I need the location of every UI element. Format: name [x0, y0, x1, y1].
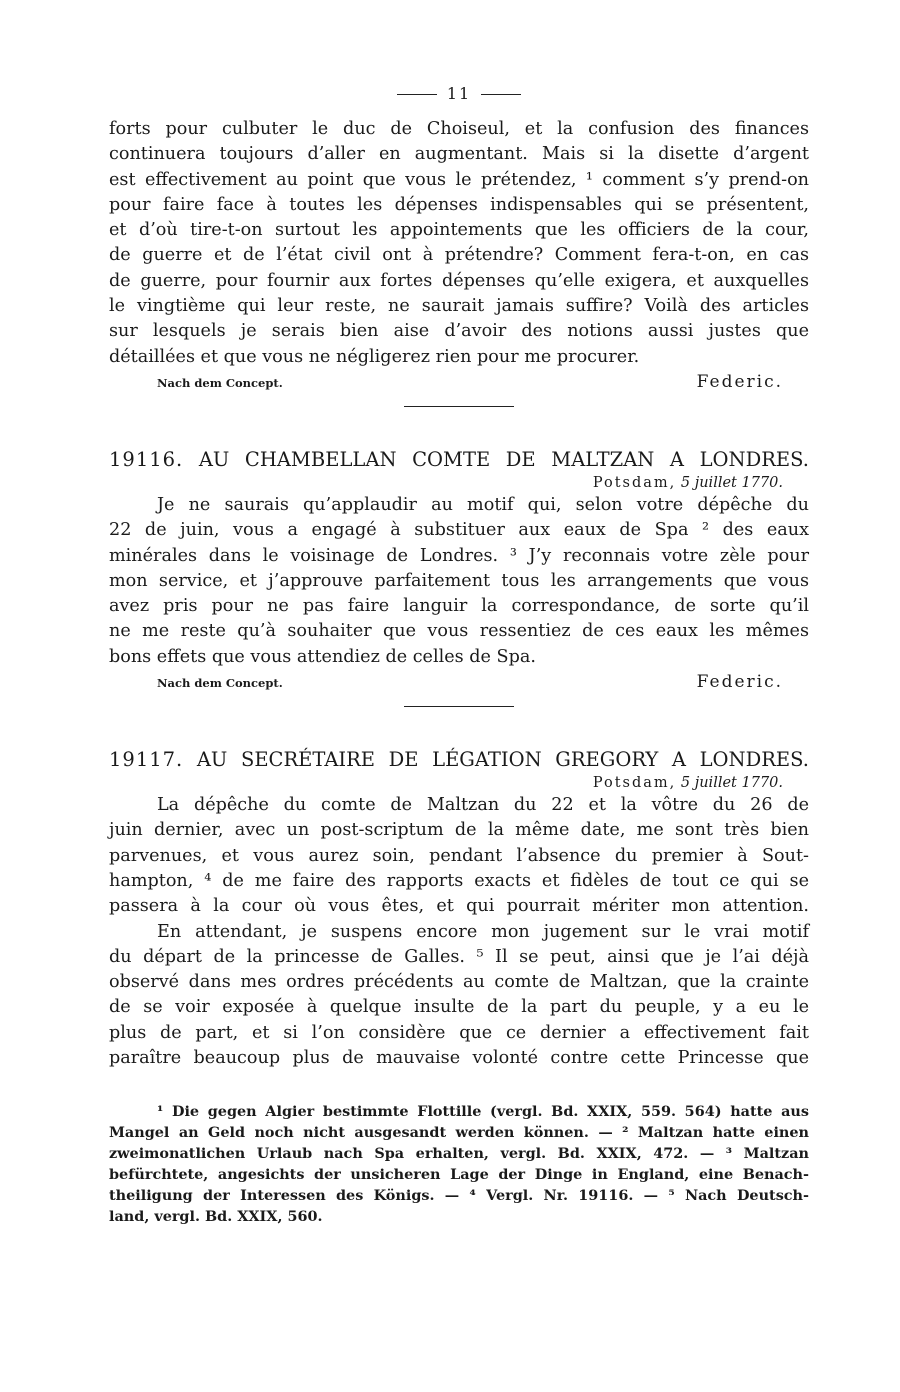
footnote-line: zweimonatlichen Urlaub nach Spa erhalten, vergl. Bd. XXIX, 472. — ³ Maltzan: [109, 1145, 809, 1163]
letter-title: AU CHAMBELLAN COMTE DE MALTZAN A LONDRES.: [198, 447, 810, 471]
letter-heading: [109, 447, 809, 473]
text-line: continuera toujours d’aller en augmentant. Mais si la disette d’argent: [109, 144, 809, 165]
text-line: le vingtième qui leur reste, ne saurait jamais suffire? Voilà des articles: [109, 296, 809, 317]
document-page: [109, 84, 809, 1227]
text-line: sur lesquels je serais bien aise d’avoir des notions aussi justes que: [109, 321, 809, 342]
text-line: de guerre, pour fournir aux fortes dépenses qu’elle exigera, et auxquelles: [109, 270, 809, 291]
text-line: juin dernier, avec un post-scriptum de la même date, me sont très bien: [109, 820, 809, 841]
dateline-date: 5 juillet 1770.: [680, 775, 783, 792]
footnote-line: land, vergl. Bd. XXIX, 560.: [109, 1208, 323, 1226]
letter-19117: [109, 747, 809, 1071]
text-line: parvenues, et vous aurez soin, pendant l’absence du premier à Sout-: [109, 845, 809, 866]
text-line: est effectivement au point que vous le prétendez, ¹ comment s’y prend-on: [109, 169, 809, 190]
letter-heading: [109, 747, 809, 773]
page-number-dash-left: [397, 94, 437, 95]
text-line: de se voir exposée à quelque insulte de la part du peuple, y a eu le: [109, 997, 809, 1018]
text-line: du départ de la princesse de Galles. ⁵ Il se peut, ainsi que je l’ai déjà: [109, 946, 809, 967]
text-line: de guerre et de l’état civil ont à prétendre? Comment fera-t-on, en cas: [109, 245, 809, 266]
source-note: Nach dem Concept.: [157, 375, 283, 390]
dateline-date: 5 juillet 1770.: [680, 474, 783, 491]
section-divider: [404, 406, 514, 407]
letter-19116: [109, 447, 809, 707]
section-divider: [404, 706, 514, 707]
text-line: passera à la cour où vous êtes, et qui pourrait mériter mon attention.: [109, 896, 809, 917]
text-line: forts pour culbuter le duc de Choiseul, et la confusion des finances: [109, 119, 809, 139]
footnote-line: theiligung der Interessen des Königs. — ⁴ Vergl. Nr. 19116. — ⁵ Nach Deutsch-: [109, 1187, 809, 1205]
text-line: ne me reste qu’à souhaiter que vous ressentiez de ces eaux les mêmes: [109, 621, 809, 642]
text-line: mon service, et j’approuve parfaitement tous les arrangements que vous: [109, 570, 809, 591]
page-number: 11: [109, 84, 809, 103]
source-note: Nach dem Concept.: [157, 676, 283, 691]
footnote-line: ¹ Die gegen Algier bestimmte Flottille (vergl. Bd. XXIX, 559. 564) hatte aus: [157, 1103, 809, 1121]
text-line: bons effets que vous attendiez de celles de Spa.: [109, 646, 536, 667]
text-line: détaillées et que vous ne négligerez rien pour me procurer.: [109, 346, 640, 367]
letter-continuation: [109, 117, 809, 407]
signature: Federic.: [696, 371, 783, 392]
text-line: avez pris pour ne pas faire languir la correspondance, de sorte qu’il: [109, 596, 809, 617]
text-line: observé dans mes ordres précédents au comte de Maltzan, que la crainte: [109, 972, 809, 993]
text-line: et d’où tire-t-on surtout les appointements que les officiers de la cour,: [109, 220, 809, 241]
dateline: [109, 475, 809, 491]
text-line: Je ne saurais qu’applaudir au motif qui, selon votre dépêche du: [157, 494, 809, 515]
text-line: 22 de juin, vous a engagé à substituer aux eaux de Spa ² des eaux: [109, 520, 809, 541]
text-line: En attendant, je suspens encore mon jugement sur le vrai motif: [157, 921, 809, 942]
page-number-dash-right: [481, 94, 521, 95]
footnotes: [109, 1101, 809, 1227]
signature: Federic.: [696, 672, 783, 693]
text-line: paraître beaucoup plus de mauvaise volonté contre cette Princesse que: [109, 1048, 809, 1069]
dateline: [109, 775, 809, 791]
text-line: hampton, ⁴ de me faire des rapports exacts et fidèles de tout ce qui se: [109, 870, 809, 891]
text-line: La dépêche du comte de Maltzan du 22 et la vôtre du 26 de: [157, 795, 809, 816]
letter-title: AU SECRÉTAIRE DE LÉGATION GREGORY A LONDRES.: [196, 748, 809, 772]
letter-number: 19116.: [109, 447, 184, 471]
letter-closing: [109, 372, 809, 392]
text-line: plus de part, et si l’on considère que ce dernier a effectivement fait: [109, 1022, 809, 1043]
text-line: pour faire face à toutes les dépenses indispensables qui se présentent,: [109, 194, 809, 215]
text-line: minérales dans le voisinage de Londres. ³ J’y reconnais votre zèle pour: [109, 545, 809, 566]
dateline-place: Potsdam,: [592, 474, 677, 491]
letter-number: 19117.: [109, 748, 184, 772]
letter-closing: [109, 672, 809, 692]
dateline-place: Potsdam,: [592, 775, 677, 792]
footnote-line: befürchtete, angesichts der unsicheren Lage der Dinge in England, eine Benach-: [109, 1166, 809, 1184]
footnote-line: Mangel an Geld noch nicht ausgesandt werden können. — ² Maltzan hatte einen: [109, 1124, 809, 1142]
